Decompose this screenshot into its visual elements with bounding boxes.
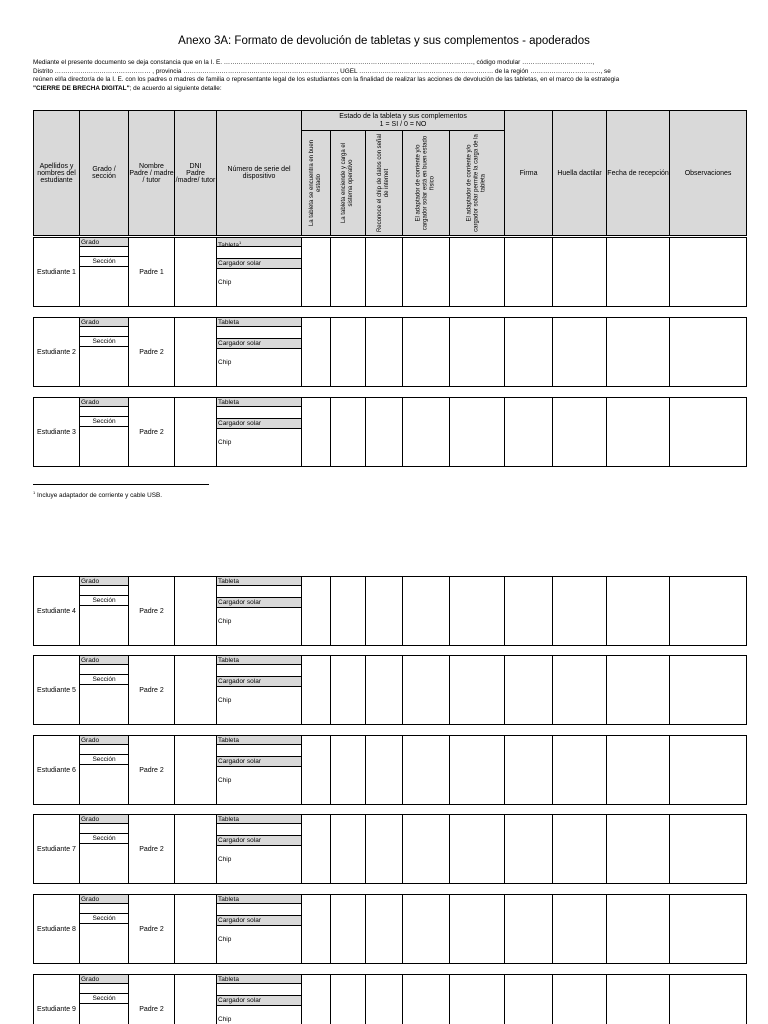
strategy-name: "CIERRE DE BRECHA DIGITAL" xyxy=(33,84,130,92)
grado-label: Grado xyxy=(80,577,128,586)
grade-section-cell xyxy=(80,398,129,467)
footnote-mark: 1 xyxy=(33,490,36,495)
observations-cell xyxy=(670,398,747,467)
dni-cell xyxy=(175,577,217,646)
header-dni-sub: Padre /madre/ tutor xyxy=(175,169,216,184)
grado-value xyxy=(80,745,128,755)
header-parent-name xyxy=(129,111,175,236)
reception-date-cell xyxy=(607,815,670,884)
signature-cell xyxy=(505,238,553,307)
observations-cell xyxy=(670,975,747,1024)
grado-value xyxy=(80,904,128,914)
tableta-text: Tableta xyxy=(218,737,239,744)
return-table-page-1 xyxy=(33,110,747,236)
tableta-serial-value xyxy=(217,745,301,757)
grado-label: Grado xyxy=(80,815,128,824)
device-serial-cell xyxy=(217,577,302,646)
signature-cell xyxy=(505,895,553,964)
header-status-col-1-text: La tableta se encuentra en buen estado xyxy=(309,139,322,227)
intro-paragraph xyxy=(33,59,739,93)
header-signature: Firma xyxy=(505,111,553,236)
header-status-col-2-text: La tableta enciende y carga el sistema operativo xyxy=(341,142,354,224)
tableta-label xyxy=(217,656,301,665)
observations-cell xyxy=(670,577,747,646)
tableta-text: Tableta xyxy=(218,578,239,585)
tableta-serial-value xyxy=(217,824,301,836)
seccion-label: Sección xyxy=(80,994,128,1004)
chip-label: Chip xyxy=(218,439,232,446)
status-cell-4 xyxy=(403,577,450,646)
status-cell-3 xyxy=(366,736,403,805)
status-cell-1 xyxy=(302,577,331,646)
student-name-cell: Estudiante 7 xyxy=(34,815,80,884)
seccion-label: Sección xyxy=(80,675,128,685)
status-cell-4 xyxy=(403,815,450,884)
table-row xyxy=(34,398,747,467)
intro-line-2: Distrito ……………………………………… , provincia ………………………………………………………………, UGEL ……………………………………………………… de la región ……………………………, se xyxy=(33,67,611,75)
observations-cell xyxy=(670,318,747,387)
status-cell-5 xyxy=(450,736,505,805)
status-cell-1 xyxy=(302,975,331,1024)
grade-section-cell xyxy=(80,895,129,964)
fingerprint-cell xyxy=(553,815,607,884)
footnote-text: Incluye adaptador de corriente y cable USB. xyxy=(37,492,163,500)
status-cell-5 xyxy=(450,318,505,387)
reception-date-cell xyxy=(607,398,670,467)
device-serial-cell xyxy=(217,318,302,387)
header-status-col-5 xyxy=(450,131,505,236)
status-cell-4 xyxy=(403,398,450,467)
signature-cell xyxy=(505,975,553,1024)
status-cell-3 xyxy=(366,398,403,467)
status-cell-1 xyxy=(302,815,331,884)
student-row-block xyxy=(33,894,747,964)
table-row xyxy=(34,895,747,964)
grado-label: Grado xyxy=(80,656,128,665)
status-cell-1 xyxy=(302,398,331,467)
status-cell-1 xyxy=(302,238,331,307)
fingerprint-cell xyxy=(553,736,607,805)
fingerprint-cell xyxy=(553,656,607,725)
chip-label: Chip xyxy=(218,618,232,625)
device-serial-cell xyxy=(217,238,302,307)
header-dni xyxy=(175,111,217,236)
cargador-label: Cargador solar xyxy=(217,339,301,349)
student-name-cell: Estudiante 1 xyxy=(34,238,80,307)
seccion-label: Sección xyxy=(80,596,128,606)
status-cell-4 xyxy=(403,318,450,387)
status-cell-1 xyxy=(302,736,331,805)
header-grade: Grado / sección xyxy=(80,111,129,236)
header-parent-name-title: Nombre xyxy=(139,162,164,170)
table-row xyxy=(34,656,747,725)
status-cell-2 xyxy=(331,398,366,467)
grade-section-cell xyxy=(80,656,129,725)
signature-cell xyxy=(505,656,553,725)
table-row xyxy=(34,975,747,1024)
status-cell-3 xyxy=(366,577,403,646)
student-row-block xyxy=(33,397,747,467)
tableta-label xyxy=(217,736,301,745)
student-name-cell: Estudiante 8 xyxy=(34,895,80,964)
status-cell-5 xyxy=(450,975,505,1024)
grade-section-cell xyxy=(80,736,129,805)
intro-tail: ; de acuerdo al siguiente detalle: xyxy=(129,84,222,92)
tableta-text: Tableta xyxy=(218,657,239,664)
signature-cell xyxy=(505,398,553,467)
grade-section-cell xyxy=(80,975,129,1024)
tableta-serial-value xyxy=(217,586,301,598)
intro-line-4 xyxy=(33,85,739,94)
status-cell-1 xyxy=(302,656,331,725)
status-cell-3 xyxy=(366,318,403,387)
grado-value xyxy=(80,327,128,337)
cargador-label: Cargador solar xyxy=(217,916,301,926)
chip-label: Chip xyxy=(218,279,232,286)
reception-date-cell xyxy=(607,736,670,805)
device-serial-cell xyxy=(217,895,302,964)
tableta-text: Tableta xyxy=(218,399,239,406)
seccion-label: Sección xyxy=(80,755,128,765)
header-status-title: Estado de la tableta y sus complementos xyxy=(339,112,467,120)
parent-name-cell: Padre 2 xyxy=(129,577,175,646)
observations-cell xyxy=(670,238,747,307)
status-cell-3 xyxy=(366,815,403,884)
fingerprint-cell xyxy=(553,398,607,467)
tableta-label xyxy=(217,895,301,904)
grado-value xyxy=(80,586,128,596)
status-cell-3 xyxy=(366,238,403,307)
status-cell-2 xyxy=(331,736,366,805)
student-row-block xyxy=(33,576,747,646)
header-serial: Número de serie del dispositivo xyxy=(217,111,302,236)
tableta-serial-value xyxy=(217,904,301,916)
tableta-serial-value xyxy=(217,984,301,996)
grade-section-cell xyxy=(80,238,129,307)
tableta-footnote-mark: 1 xyxy=(238,240,242,245)
table-row xyxy=(34,318,747,387)
status-cell-2 xyxy=(331,895,366,964)
header-student: Apellidos y nombres del estudiante xyxy=(34,111,80,236)
header-parent-name-sub: Padre / madre / tutor xyxy=(129,169,174,184)
status-cell-1 xyxy=(302,318,331,387)
observations-cell xyxy=(670,815,747,884)
header-status-col-2 xyxy=(331,131,366,236)
header-status-col-4 xyxy=(403,131,450,236)
cargador-label: Cargador solar xyxy=(217,419,301,429)
header-fingerprint: Huella dactilar xyxy=(553,111,607,236)
header-status-legend: 1 = SI / 0 = NO xyxy=(379,120,427,128)
student-name-cell: Estudiante 4 xyxy=(34,577,80,646)
dni-cell xyxy=(175,895,217,964)
footnote xyxy=(33,490,162,499)
grado-value xyxy=(80,407,128,417)
seccion-label: Sección xyxy=(80,417,128,427)
tableta-text: Tableta xyxy=(218,242,239,250)
status-cell-2 xyxy=(331,238,366,307)
cargador-label: Cargador solar xyxy=(217,677,301,687)
status-cell-2 xyxy=(331,975,366,1024)
student-row-block xyxy=(33,655,747,725)
device-serial-cell xyxy=(217,975,302,1024)
status-cell-4 xyxy=(403,975,450,1024)
chip-label: Chip xyxy=(218,856,232,863)
student-row-block xyxy=(33,237,747,307)
observations-cell xyxy=(670,656,747,725)
dni-cell xyxy=(175,656,217,725)
grado-label: Grado xyxy=(80,318,128,327)
parent-name-cell: Padre 2 xyxy=(129,736,175,805)
status-cell-2 xyxy=(331,318,366,387)
dni-cell xyxy=(175,318,217,387)
grado-label: Grado xyxy=(80,238,128,247)
cargador-label: Cargador solar xyxy=(217,757,301,767)
reception-date-cell xyxy=(607,318,670,387)
tableta-serial-value xyxy=(217,247,301,259)
status-cell-4 xyxy=(403,736,450,805)
grado-value xyxy=(80,665,128,675)
device-serial-cell xyxy=(217,656,302,725)
grado-label: Grado xyxy=(80,736,128,745)
parent-name-cell: Padre 1 xyxy=(129,238,175,307)
fingerprint-cell xyxy=(553,238,607,307)
status-cell-5 xyxy=(450,577,505,646)
status-cell-3 xyxy=(366,656,403,725)
seccion-label: Sección xyxy=(80,834,128,844)
chip-label: Chip xyxy=(218,697,232,704)
dni-cell xyxy=(175,736,217,805)
tableta-text: Tableta xyxy=(218,896,239,903)
cargador-label: Cargador solar xyxy=(217,836,301,846)
dni-cell xyxy=(175,815,217,884)
header-status-col-3-text: Reconoce el chip de datos con señal de internet xyxy=(377,133,390,233)
status-cell-4 xyxy=(403,656,450,725)
status-cell-5 xyxy=(450,895,505,964)
tableta-text: Tableta xyxy=(218,816,239,823)
student-name-cell: Estudiante 2 xyxy=(34,318,80,387)
tableta-label xyxy=(217,238,301,250)
cargador-label: Cargador solar xyxy=(217,598,301,608)
status-cell-5 xyxy=(450,398,505,467)
grado-label: Grado xyxy=(80,895,128,904)
header-status-col-1 xyxy=(302,131,331,236)
footnote-divider xyxy=(33,484,209,485)
observations-cell xyxy=(670,736,747,805)
device-serial-cell xyxy=(217,815,302,884)
student-name-cell: Estudiante 9 xyxy=(34,975,80,1024)
parent-name-cell: Padre 2 xyxy=(129,815,175,884)
tableta-text: Tableta xyxy=(218,319,239,326)
header-status-col-5-text: El adaptador de corriente y/o cargador solar permite la carga de la tableta xyxy=(466,134,487,232)
cargador-label: Cargador solar xyxy=(217,996,301,1006)
chip-label: Chip xyxy=(218,936,232,943)
tableta-label xyxy=(217,398,301,407)
device-serial-cell xyxy=(217,736,302,805)
header-status-col-3 xyxy=(366,131,403,236)
cargador-label: Cargador solar xyxy=(217,259,301,269)
status-cell-3 xyxy=(366,895,403,964)
dni-cell xyxy=(175,398,217,467)
grado-value xyxy=(80,247,128,257)
reception-date-cell xyxy=(607,656,670,725)
seccion-label: Sección xyxy=(80,914,128,924)
dni-cell xyxy=(175,975,217,1024)
grado-label: Grado xyxy=(80,398,128,407)
tableta-serial-value xyxy=(217,407,301,419)
parent-name-cell: Padre 2 xyxy=(129,656,175,725)
signature-cell xyxy=(505,577,553,646)
header-reception-date: Fecha de recepción xyxy=(607,111,670,236)
status-cell-4 xyxy=(403,895,450,964)
student-name-cell: Estudiante 5 xyxy=(34,656,80,725)
student-name-cell: Estudiante 6 xyxy=(34,736,80,805)
status-cell-5 xyxy=(450,656,505,725)
parent-name-cell: Padre 2 xyxy=(129,398,175,467)
status-cell-5 xyxy=(450,815,505,884)
status-cell-2 xyxy=(331,577,366,646)
table-row xyxy=(34,736,747,805)
intro-line-1: Mediante el presente documento se deja constancia que en la I. E. ………………………………………………………………………………………………………, código modular ……………………………, xyxy=(33,59,595,66)
table-row xyxy=(34,577,747,646)
parent-name-cell: Padre 2 xyxy=(129,318,175,387)
parent-name-cell: Padre 2 xyxy=(129,975,175,1024)
header-status-col-4-text: El adaptador de corriente y/o cargador solar está en buen estado físico xyxy=(415,135,436,231)
fingerprint-cell xyxy=(553,577,607,646)
grado-value xyxy=(80,984,128,994)
student-row-block xyxy=(33,974,747,1024)
student-row-block xyxy=(33,317,747,387)
parent-name-cell: Padre 2 xyxy=(129,895,175,964)
reception-date-cell xyxy=(607,895,670,964)
header-dni-title: DNI xyxy=(189,162,202,170)
grade-section-cell xyxy=(80,815,129,884)
status-cell-3 xyxy=(366,975,403,1024)
signature-cell xyxy=(505,736,553,805)
status-cell-2 xyxy=(331,815,366,884)
student-name-cell: Estudiante 3 xyxy=(34,398,80,467)
signature-cell xyxy=(505,815,553,884)
fingerprint-cell xyxy=(553,895,607,964)
tableta-text: Tableta xyxy=(218,976,239,983)
status-cell-4 xyxy=(403,238,450,307)
grade-section-cell xyxy=(80,577,129,646)
grado-label: Grado xyxy=(80,975,128,984)
fingerprint-cell xyxy=(553,318,607,387)
grado-value xyxy=(80,824,128,834)
chip-label: Chip xyxy=(218,777,232,784)
tableta-label xyxy=(217,975,301,984)
observations-cell xyxy=(670,895,747,964)
status-cell-5 xyxy=(450,238,505,307)
document-title: Anexo 3A: Formato de devolución de tabletas y sus complementos - apoderados xyxy=(178,35,590,47)
header-status xyxy=(302,111,505,131)
status-cell-2 xyxy=(331,656,366,725)
seccion-label: Sección xyxy=(80,257,128,267)
table-row xyxy=(34,815,747,884)
student-row-block xyxy=(33,735,747,805)
intro-line-3: reúnen el/la director/a de la I. E. con los padres o madres de familia o representante legal de los estudiantes con la finalidad de realizar las acciones de devolución de las tabletas, en el marco de la estrategia xyxy=(33,76,620,84)
signature-cell xyxy=(505,318,553,387)
chip-label: Chip xyxy=(218,359,232,366)
fingerprint-cell xyxy=(553,975,607,1024)
device-serial-cell xyxy=(217,398,302,467)
chip-label: Chip xyxy=(218,1016,232,1023)
dni-cell xyxy=(175,238,217,307)
status-cell-1 xyxy=(302,895,331,964)
tableta-serial-value xyxy=(217,327,301,339)
tableta-label xyxy=(217,318,301,327)
tableta-label xyxy=(217,815,301,824)
header-observations: Observaciones xyxy=(670,111,747,236)
reception-date-cell xyxy=(607,238,670,307)
tableta-label xyxy=(217,577,301,586)
reception-date-cell xyxy=(607,577,670,646)
tableta-serial-value xyxy=(217,665,301,677)
table-row xyxy=(34,238,747,307)
student-row-block xyxy=(33,814,747,884)
reception-date-cell xyxy=(607,975,670,1024)
seccion-label: Sección xyxy=(80,337,128,347)
grade-section-cell xyxy=(80,318,129,387)
